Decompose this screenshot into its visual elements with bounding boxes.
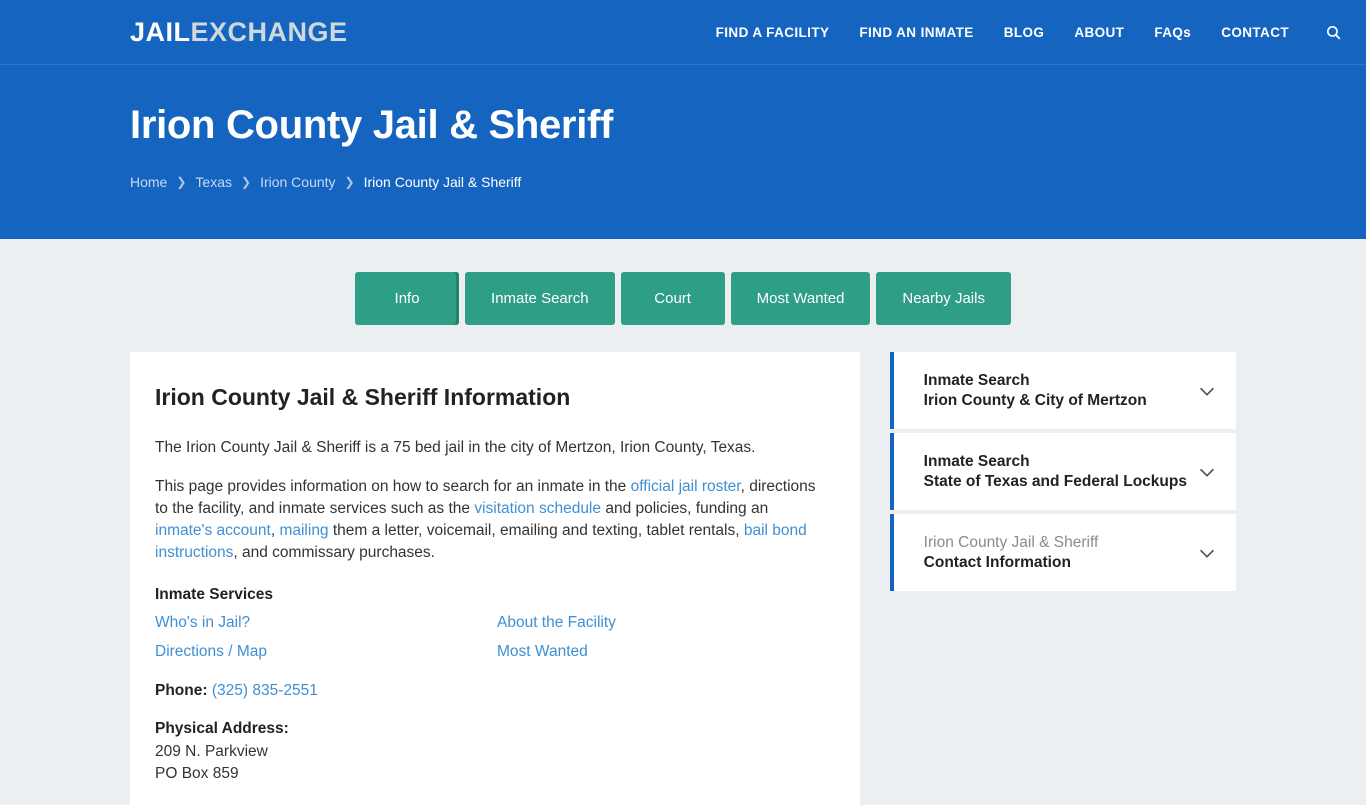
desc-text-3: and policies, funding an (601, 500, 769, 517)
nav-item-about[interactable]: ABOUT (1074, 24, 1125, 40)
chevron-down-icon[interactable] (1196, 461, 1218, 483)
site-logo[interactable] (130, 17, 348, 48)
content-area (0, 325, 1366, 805)
accordion-text (924, 533, 1196, 573)
chevron-right-icon: ❯ (344, 175, 355, 189)
link-official-jail-roster[interactable]: official jail roster (630, 478, 741, 495)
nav-item-find-an-inmate[interactable]: FIND AN INMATE (859, 24, 974, 40)
main-nav (716, 24, 1342, 41)
search-icon[interactable] (1325, 24, 1342, 41)
facility-info-card (130, 352, 860, 805)
tab-most-wanted[interactable]: Most Wanted (731, 272, 871, 325)
top-navigation-bar (0, 0, 1366, 64)
tab-nearby-jails[interactable]: Nearby Jails (876, 272, 1011, 325)
nav-item-contact[interactable]: CONTACT (1221, 24, 1289, 40)
link-directions-map[interactable]: Directions / Map (155, 643, 267, 660)
desc-text-5: them a letter, voicemail, emailing and texting, tablet rentals, (328, 522, 744, 539)
nav-item-find-a-facility[interactable]: FIND A FACILITY (715, 24, 830, 40)
link-mailing[interactable]: mailing (279, 522, 329, 539)
address-line-2: PO Box 859 (155, 765, 239, 782)
nav-item-blog[interactable]: BLOG (1003, 24, 1045, 40)
breadcrumb-item-home[interactable]: Home (130, 174, 168, 190)
inmate-services-list (155, 614, 830, 661)
link-bail-bond-instructions[interactable]: bail bond instructions (155, 522, 807, 561)
desc-text-4: , (270, 522, 280, 539)
page-title: Irion County Jail & Sheriff (130, 103, 614, 147)
accordion-subtitle: Irion County & City of Mertzon (923, 391, 1147, 409)
inmate-services-heading: Inmate Services (155, 586, 274, 603)
tab-court[interactable]: Court (621, 272, 725, 325)
page-hero (0, 64, 1366, 239)
chevron-right-icon: ❯ (241, 175, 252, 189)
sidebar (890, 352, 1236, 595)
accordion-inmate-search-state[interactable] (890, 433, 1236, 510)
logo-text-light: EXCHANGE (190, 16, 348, 47)
desc-text-6: , and commissary purchases. (233, 544, 435, 561)
accordion-title: Inmate Search (923, 452, 1030, 470)
accordion-title: Irion County Jail & Sheriff (923, 533, 1099, 551)
chevron-down-icon[interactable] (1196, 380, 1218, 402)
logo-text-bold: JAIL (130, 16, 191, 47)
accordion-subtitle: State of Texas and Federal Lockups (923, 472, 1187, 490)
breadcrumb (130, 174, 1366, 190)
accordion-contact-information[interactable] (890, 514, 1236, 591)
link-inmates-account[interactable]: inmate's account (155, 522, 271, 539)
phone-label: Phone: (155, 682, 208, 699)
phone-number-link[interactable]: (325) 835-2551 (211, 682, 318, 699)
desc-text-2: , directions to the facility, and inmate services such as the (155, 478, 816, 517)
card-heading: Irion County Jail & Sheriff Information (155, 384, 571, 410)
breadcrumb-item-irion-county[interactable]: Irion County (260, 174, 336, 190)
tab-info[interactable]: Info (355, 272, 459, 325)
accordion-text (924, 371, 1196, 411)
breadcrumb-item-texas[interactable]: Texas (195, 174, 232, 190)
section-tabs (0, 239, 1366, 325)
link-visitation-schedule[interactable]: visitation schedule (474, 500, 602, 517)
physical-address-label: Physical Address: (155, 720, 289, 737)
chevron-right-icon: ❯ (176, 175, 187, 189)
nav-item-faqs[interactable]: FAQs (1154, 24, 1192, 40)
link-about-the-facility[interactable]: About the Facility (497, 614, 616, 631)
tab-inmate-search[interactable]: Inmate Search (465, 272, 615, 325)
intro-paragraph: The Irion County Jail & Sheriff is a 75 bed jail in the city of Mertzon, Irion County, Texas. (155, 439, 756, 456)
desc-text-1: This page provides information on how to search for an inmate in the (155, 478, 631, 495)
accordion-subtitle: Contact Information (923, 553, 1071, 571)
link-whos-in-jail[interactable]: Who's in Jail? (155, 614, 251, 631)
link-most-wanted[interactable]: Most Wanted (497, 643, 588, 660)
address-line-1: 209 N. Parkview (155, 743, 268, 760)
accordion-text (924, 452, 1196, 492)
description-paragraph (155, 476, 830, 564)
breadcrumb-item-current: Irion County Jail & Sheriff (363, 174, 522, 190)
chevron-down-icon[interactable] (1196, 542, 1218, 564)
accordion-title: Inmate Search (923, 371, 1030, 389)
phone-row (155, 682, 830, 700)
accordion-inmate-search-county[interactable] (890, 352, 1236, 429)
